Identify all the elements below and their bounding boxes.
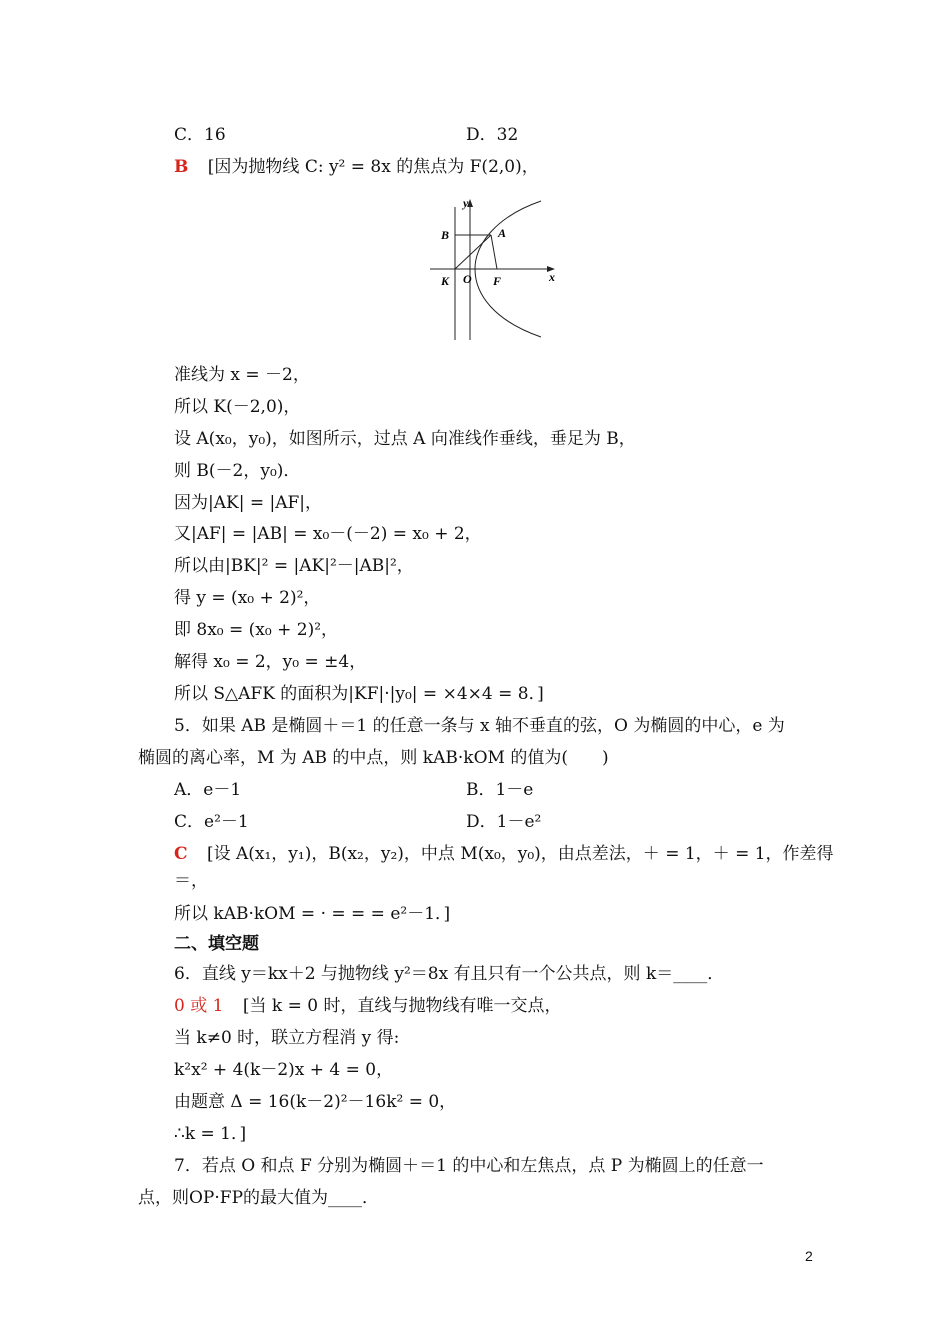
solution-line: 准线为 x = －2， [174, 365, 310, 385]
solution-line: k²x² + 4(k－2)x + 4 = 0， [174, 1060, 394, 1080]
solution-line: 设 A(x₀，y₀)，如图所示，过点 A 向准线作垂线，垂足为 B， [174, 429, 636, 449]
solution-line: 得 y = (x₀ + 2)²， [174, 588, 321, 608]
solution-line [174, 156, 539, 178]
page-number: 2 [805, 1248, 813, 1264]
solution-lead: [因为抛物线 C: y² = 8x 的焦点为 F(2,0)， [207, 157, 539, 177]
section-heading: 二、填空题 [174, 934, 259, 954]
option-d: D．32 [466, 125, 519, 145]
label-a: A [498, 226, 507, 240]
question-7-line2: 点，则OP·FP的最大值为____． [138, 1188, 380, 1208]
solution-text: [设 A(x₁，y₁)，B(x₂，y₂)，中点 M(x₀，y₀)，由点差法，＋ = 1，＋ = 1，作差得 [206, 844, 834, 864]
solution-line: 由题意 Δ = 16(k－2)²－16k² = 0， [174, 1092, 457, 1112]
answer-letter: B [174, 157, 189, 177]
question-5-line2: 椭圆的离心率，M 为 AB 的中点，则 kAB·kOM 的值为( ) [138, 748, 609, 768]
parabola-figure [425, 195, 565, 343]
option-d: D．1－e² [466, 812, 542, 832]
solution-line [174, 843, 834, 865]
solution-text: [当 k = 0 时，直线与抛物线有唯一交点， [242, 996, 562, 1016]
solution-line: 所以 S△AFK 的面积为|KF|·|y₀| = ×4×4 = 8．] [174, 684, 544, 704]
label-b: B [441, 228, 450, 242]
label-x: x [549, 270, 555, 284]
label-f: F [493, 274, 502, 288]
solution-line: 所以 K(－2,0)， [174, 397, 301, 417]
solution-line: 所以 kAB·kOM = · = = = e²－1．] [174, 904, 451, 924]
solution-line: 即 8x₀ = (x₀ + 2)²， [174, 620, 339, 640]
solution-line: 当 k≠0 时，联立方程消 y 得: [174, 1028, 400, 1048]
question-7-line1: 7．若点 O 和点 F 分别为椭圆＋＝1 的中心和左焦点，点 P 为椭圆上的任意一 [174, 1156, 764, 1176]
option-a: A．e－1 [174, 780, 242, 800]
option-b: B．1－e [466, 780, 534, 800]
question-5-line1: 5．如果 AB 是椭圆＋＝1 的任意一条与 x 轴不垂直的弦，O 为椭圆的中心，e 为 [174, 716, 785, 736]
solution-line: 又|AF| = |AB| = x₀－(－2) = x₀ + 2， [174, 524, 482, 544]
answer-letter: C [174, 844, 188, 864]
label-y: y [463, 196, 469, 210]
solution-line: ＝， [174, 871, 208, 891]
answer-text: 0 或 1 [174, 996, 224, 1016]
solution-line: 所以由|BK|² = |AK|²－|AB|²， [174, 556, 414, 576]
option-c: C．e²－1 [174, 812, 249, 832]
option-c: C．16 [174, 125, 226, 145]
solution-line [174, 995, 561, 1017]
solution-line: ∴k = 1．] [174, 1124, 247, 1144]
solution-line: 解得 x₀ = 2，y₀ = ±4， [174, 652, 367, 672]
label-k: K [441, 274, 450, 288]
question-6: 6．直线 y＝kx＋2 与抛物线 y²＝8x 有且只有一个公共点，则 k＝____． [174, 964, 725, 984]
solution-line: 因为|AK| = |AF|， [174, 493, 323, 513]
label-o: O [463, 272, 472, 286]
solution-line: 则 B(－2，y₀)． [174, 461, 301, 481]
